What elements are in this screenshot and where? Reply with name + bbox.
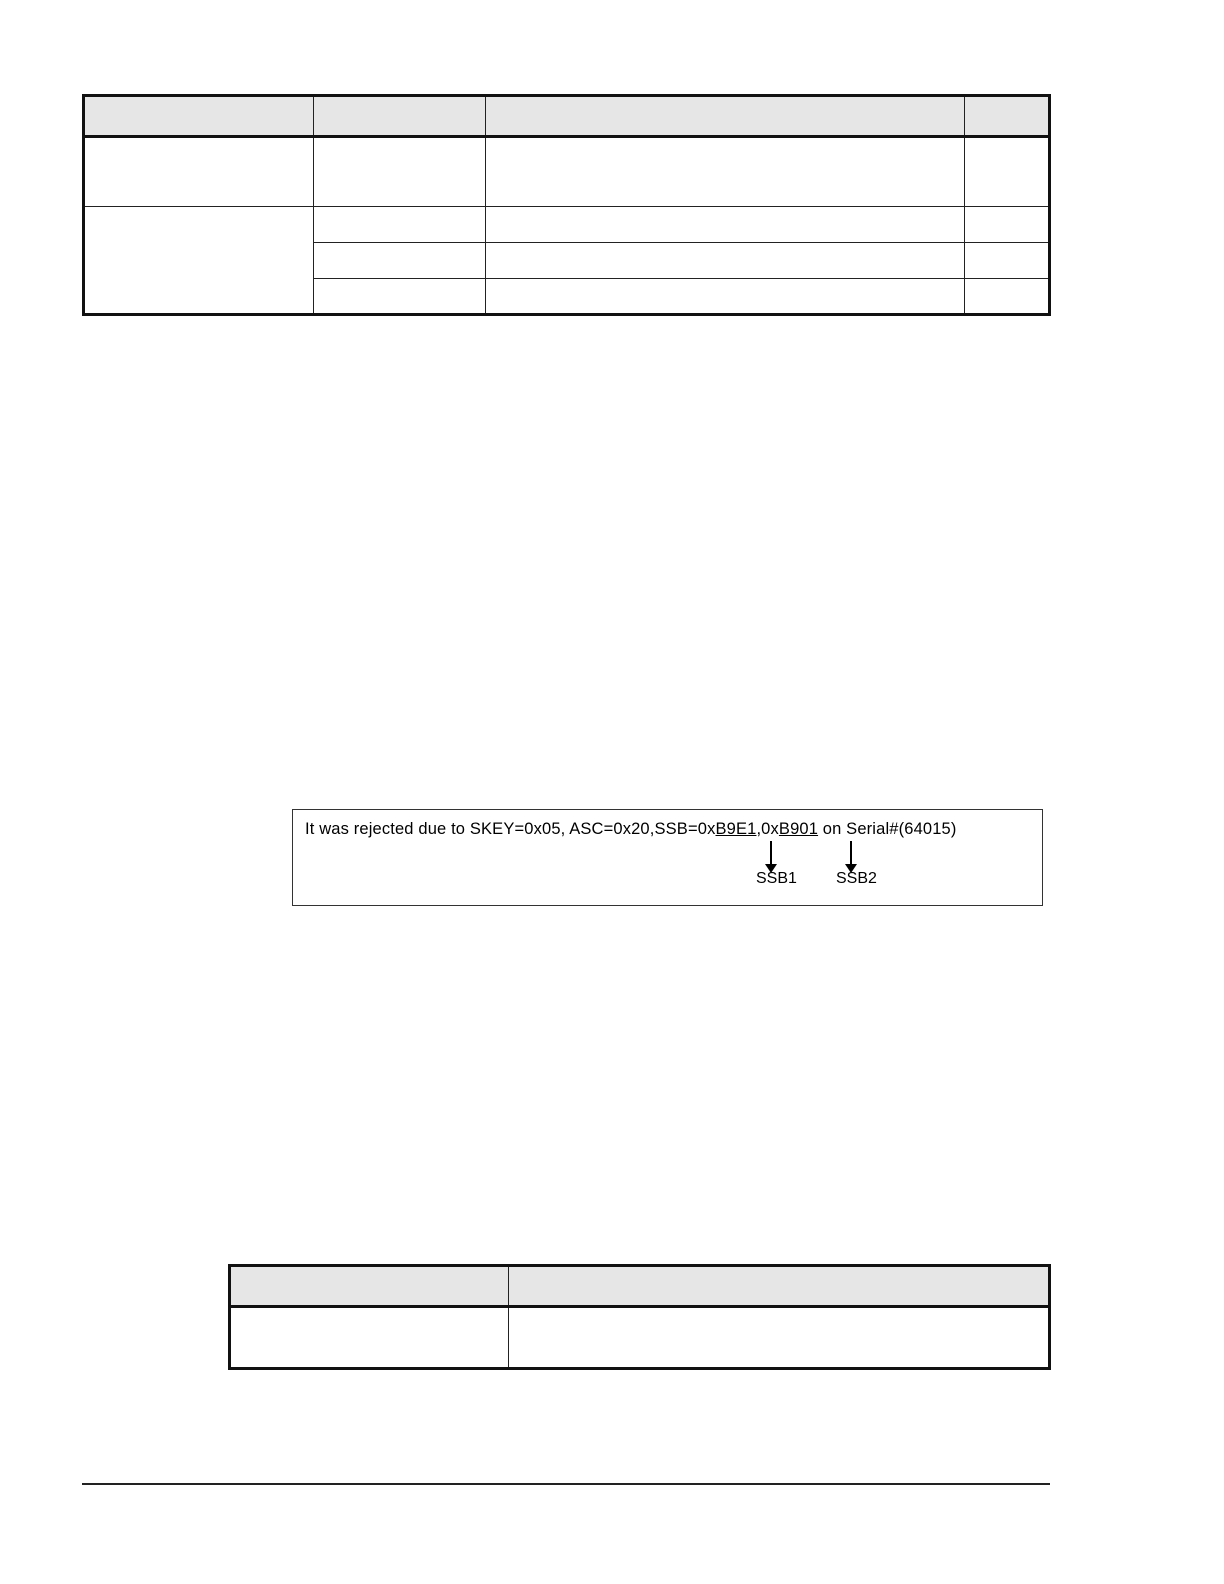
table-cell — [486, 207, 965, 243]
error-message-text — [305, 820, 957, 839]
footer-rule — [82, 1483, 1050, 1485]
table-cell — [965, 279, 1050, 315]
table-cell — [486, 243, 965, 279]
message-prefix: It was rejected due to SKEY=0x05, ASC=0x20,SSB=0x — [305, 820, 716, 838]
message-separator: ,0x — [756, 820, 779, 838]
table-1-header-row — [84, 96, 1050, 137]
ssb2-label: SSB2 — [836, 870, 877, 887]
table-cell-merged — [84, 207, 314, 315]
table-cell — [230, 1307, 509, 1369]
table-1-header-cell — [486, 96, 965, 137]
table-2 — [228, 1264, 1051, 1370]
ssb2-arrow-icon — [850, 841, 852, 865]
table-1-header-cell — [84, 96, 314, 137]
table-cell — [965, 243, 1050, 279]
table-cell — [314, 279, 486, 315]
table-row — [84, 137, 1050, 207]
table-cell — [314, 243, 486, 279]
table-row — [230, 1307, 1050, 1369]
table-2-header-row — [230, 1266, 1050, 1307]
ssb1-label: SSB1 — [756, 870, 797, 887]
ssb1-value: B9E1 — [715, 820, 757, 838]
message-suffix: on Serial#(64015) — [818, 820, 957, 838]
table-cell — [486, 279, 965, 315]
table-cell — [509, 1307, 1050, 1369]
error-message-figure — [292, 809, 1043, 906]
ssb2-value: B901 — [778, 820, 819, 838]
table-cell — [486, 137, 965, 207]
table-cell — [965, 137, 1050, 207]
table-1-header-cell — [314, 96, 486, 137]
table-1 — [82, 94, 1051, 316]
table-2-header-cell — [230, 1266, 509, 1307]
table-row — [84, 207, 1050, 243]
table-cell — [314, 137, 486, 207]
table-cell — [314, 207, 486, 243]
ssb1-arrow-icon — [770, 841, 772, 865]
table-2-header-cell — [509, 1266, 1050, 1307]
table-cell — [84, 137, 314, 207]
table-1-header-cell — [965, 96, 1050, 137]
table-cell — [965, 207, 1050, 243]
